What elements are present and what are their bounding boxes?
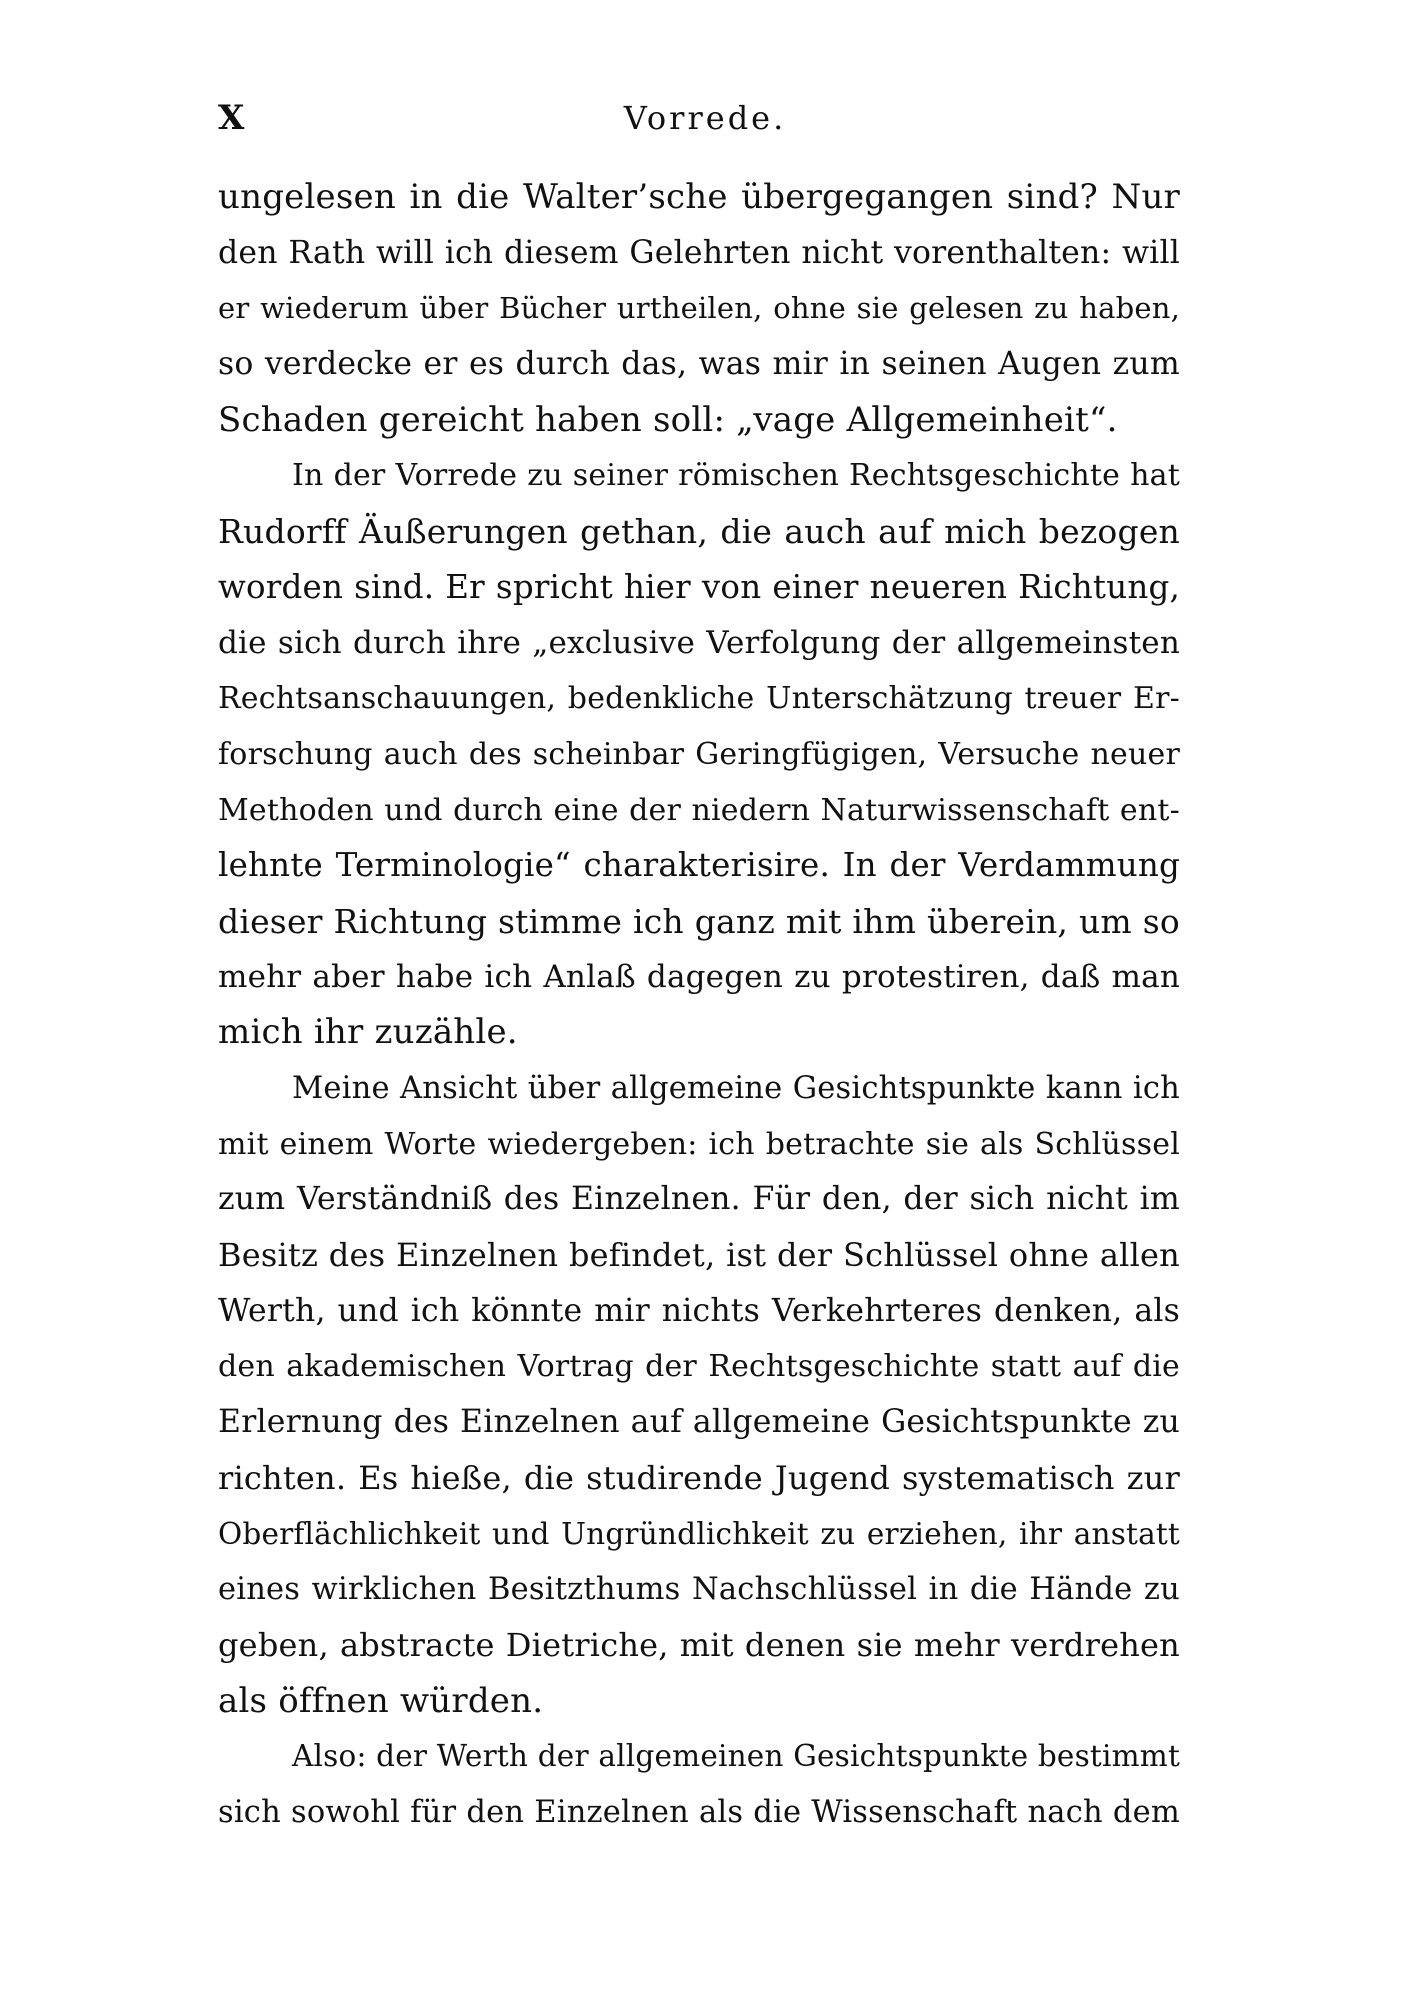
text-line: Rechtsanschauungen, bedenkliche Unterschätzung treuer Er-	[218, 681, 1180, 717]
text-line: sich sowohl für den Einzelnen als die Wissenschaft nach dem	[218, 1794, 1180, 1830]
text-line: forschung auch des scheinbar Geringfügigen, Versuche neuer	[218, 736, 1180, 772]
text-line: Erlernung des Einzelnen auf allgemeine Gesichtspunkte zu	[218, 1404, 1180, 1441]
text-line: eines wirklichen Besitzthums Nachschlüssel in die Hände zu	[218, 1572, 1180, 1608]
text-line: ungelesen in die Walter’sche übergegangen sind? Nur	[218, 177, 1180, 217]
text-line: er wiederum über Bücher urtheilen, ohne sie gelesen zu haben,	[218, 291, 1180, 326]
text-line: lehnte Terminologie“ charakterisire. In der Verdammung	[218, 846, 1180, 885]
running-head	[218, 95, 1180, 141]
text-line: die sich durch ihre „exclusive Verfolgung der allgemeinsten	[218, 624, 1180, 661]
text-line: so verdecke er es durch das, was mir in seinen Augen zum	[218, 346, 1180, 383]
text-line: mehr aber habe ich Anlaß dagegen zu protestiren, daß man	[218, 958, 1180, 995]
text-line: mich ihr zuzähle.	[218, 1012, 518, 1053]
text-line: Oberflächlichkeit und Ungründlichkeit zu erziehen, ihr anstatt	[218, 1516, 1180, 1551]
text-line: worden sind. Er spricht hier von einer neueren Richtung,	[218, 567, 1180, 606]
text-line: Werth, und ich könnte mir nichts Verkehrteres denken, als	[218, 1292, 1180, 1329]
text-line: zum Verständniß des Einzelnen. Für den, der sich nicht im	[218, 1181, 1180, 1218]
text-line: Rudorff Äußerungen gethan, die auch auf mich bezogen	[218, 512, 1180, 552]
paragraph-first-line: Also: der Werth der allgemeinen Gesichtspunkte bestimmt	[292, 1739, 1180, 1774]
body-text	[218, 170, 1180, 1841]
header-title: Vorrede.	[623, 99, 787, 137]
text-line: dieser Richtung stimme ich ganz mit ihm überein, um so	[218, 901, 1180, 941]
text-line: den akademischen Vortrag der Rechtsgeschichte statt auf die	[218, 1349, 1180, 1385]
text-line: Schaden gereicht haben soll: „vage Allgemeinheit“.	[218, 399, 1118, 440]
text-line: richten. Es hieße, die studirende Jugend systematisch zur	[218, 1458, 1180, 1497]
text-line: mit einem Worte wiedergeben: ich betrachte sie als Schlüssel	[218, 1126, 1180, 1162]
text-line: den Rath will ich diesem Gelehrten nicht vorenthalten: will	[218, 234, 1180, 271]
text-line: Methoden und durch eine der niedern Naturwissenschaft ent-	[218, 792, 1180, 828]
paragraph-first-line: Meine Ansicht über allgemeine Gesichtspunkte kann ich	[292, 1071, 1180, 1106]
text-line: Besitz des Einzelnen befindet, ist der Schlüssel ohne allen	[218, 1236, 1180, 1275]
paragraph-first-line: In der Vorrede zu seiner römischen Rechtsgeschichte hat	[292, 458, 1180, 494]
text-line: als öffnen würden.	[218, 1680, 544, 1721]
text-line: geben, abstracte Dietriche, mit denen sie mehr verdrehen	[218, 1625, 1180, 1664]
page-number: X	[218, 98, 245, 138]
